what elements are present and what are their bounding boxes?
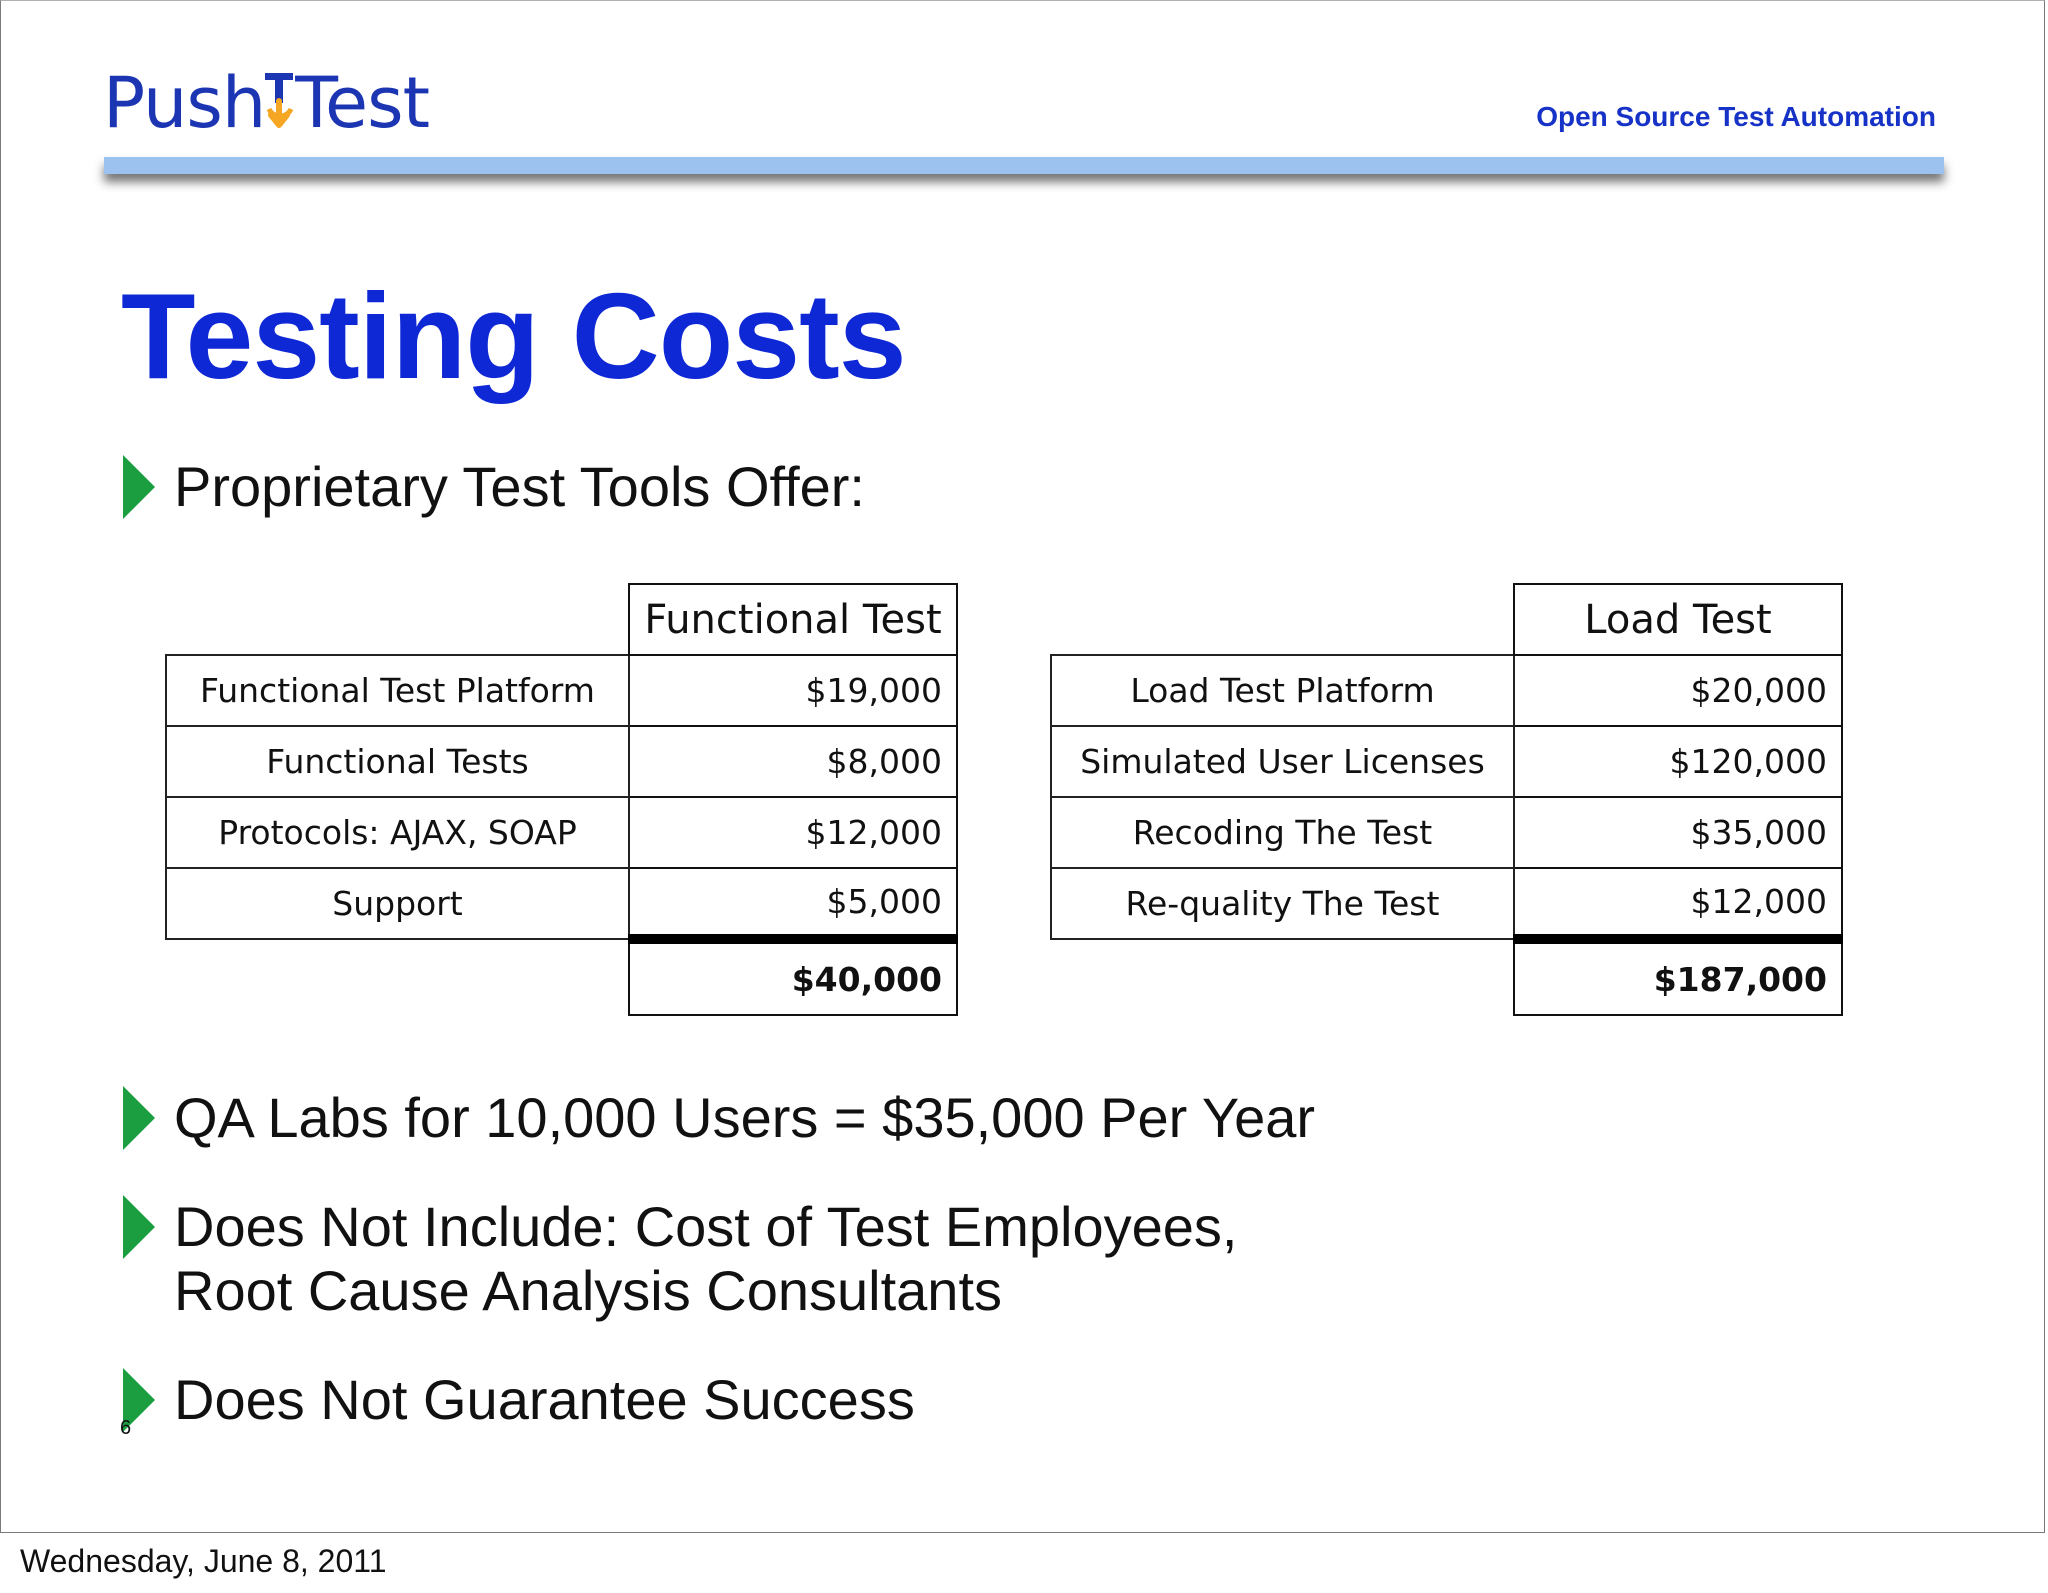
row-value: $35,000: [1514, 797, 1842, 868]
total-value: $40,000: [629, 939, 957, 1015]
logo-text-push: Push: [103, 62, 266, 144]
table-row: [166, 797, 957, 868]
green-triangle-bullet-icon: [121, 1195, 155, 1259]
load-test-cost-table: [1050, 583, 1843, 1016]
arrow-down-icon: [265, 65, 295, 135]
row-label: Functional Tests: [166, 726, 629, 797]
table-row: [166, 726, 957, 797]
page-number: 6: [120, 1417, 132, 1439]
logo-text-test: Test: [295, 62, 430, 144]
green-triangle-bullet-icon: [121, 1086, 155, 1150]
table-row: [166, 868, 957, 939]
bullet-text: QA Labs for 10,000 Users = $35,000 Per Year: [174, 1086, 1315, 1149]
row-label: Simulated User Licenses: [1051, 726, 1514, 797]
pushtotest-logo: [103, 63, 429, 143]
bullet-text-continued: Root Cause Analysis Consultants: [174, 1259, 1002, 1322]
table-row: [1051, 868, 1842, 939]
table-header-row: [166, 584, 957, 655]
total-value: $187,000: [1514, 939, 1842, 1015]
bullet-text: Proprietary Test Tools Offer:: [174, 455, 865, 518]
row-value: $120,000: [1514, 726, 1842, 797]
row-label: Load Test Platform: [1051, 655, 1514, 726]
row-label: Functional Test Platform: [166, 655, 629, 726]
row-value: $19,000: [629, 655, 957, 726]
row-label: Re-quality The Test: [1051, 868, 1514, 939]
table-row: [166, 655, 957, 726]
bullet-text: Does Not Guarantee Success: [174, 1368, 915, 1431]
header-divider: [104, 157, 1944, 174]
table-row: [1051, 726, 1842, 797]
row-value: $12,000: [629, 797, 957, 868]
column-header: Load Test: [1514, 584, 1842, 655]
row-value: $8,000: [629, 726, 957, 797]
row-label: Recoding The Test: [1051, 797, 1514, 868]
row-value: $5,000: [629, 868, 957, 939]
footer-date: Wednesday, June 8, 2011: [20, 1543, 387, 1579]
column-header: Functional Test: [629, 584, 957, 655]
functional-test-cost-table: [165, 583, 958, 1016]
table-row: [1051, 655, 1842, 726]
table-total-row: [166, 939, 957, 1015]
row-value: $20,000: [1514, 655, 1842, 726]
row-value: $12,000: [1514, 868, 1842, 939]
row-label: Support: [166, 868, 629, 939]
row-label: Protocols: AJAX, SOAP: [166, 797, 629, 868]
tagline: Open Source Test Automation: [1536, 101, 1936, 132]
slide-title: Testing Costs: [121, 268, 906, 404]
green-triangle-bullet-icon: [121, 455, 155, 519]
table-header-row: [1051, 584, 1842, 655]
bullet-text: Does Not Include: Cost of Test Employees,: [174, 1195, 1238, 1258]
table-row: [1051, 797, 1842, 868]
table-total-row: [1051, 939, 1842, 1015]
